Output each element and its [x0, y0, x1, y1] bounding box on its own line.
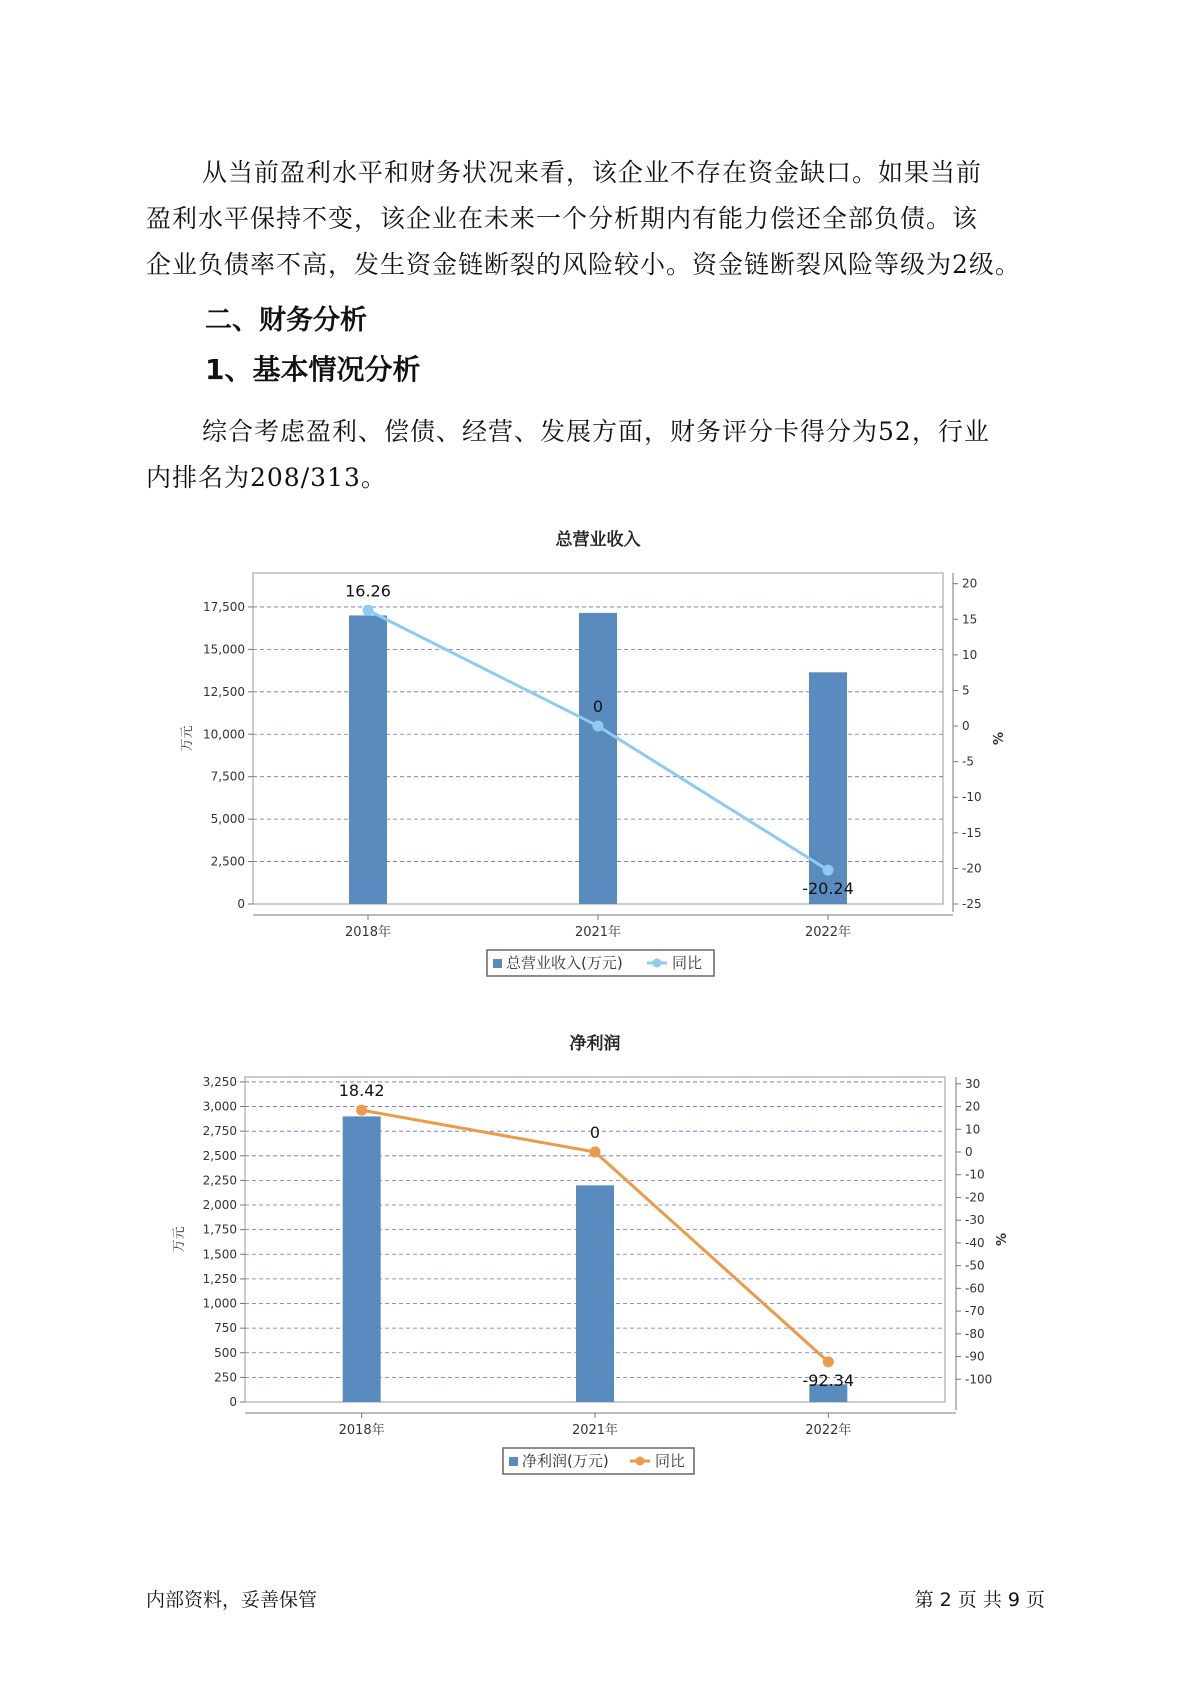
y-axis-title: 万元: [172, 1226, 187, 1253]
y2-tick-label: -90: [965, 1349, 985, 1364]
data-label: -20.24: [802, 879, 854, 899]
chart-title: 净利润: [569, 1034, 621, 1054]
y2-tick-label: 20: [965, 1099, 981, 1114]
y2-axis-title: %: [992, 731, 1007, 746]
y2-tick-label: 20: [962, 576, 978, 591]
y-tick-label: 15,000: [203, 642, 245, 657]
y-tick-label: 1,500: [202, 1247, 237, 1262]
y2-tick-label: -50: [965, 1258, 985, 1273]
y2-axis-title: %: [995, 1232, 1010, 1247]
y-tick-label: 3,250: [202, 1074, 237, 1089]
paragraph-line: 综合考虑盈利、偿债、经营、发展方面，财务评分卡得分为52，行业: [202, 417, 990, 446]
y2-tick-label: -5: [962, 754, 974, 769]
y2-tick-label: -70: [965, 1304, 985, 1319]
x-tick-label: 2021年: [574, 925, 622, 940]
y2-tick-label: -40: [965, 1235, 985, 1250]
y-tick-label: 2,000: [202, 1198, 237, 1213]
data-label: 0: [592, 697, 604, 717]
data-label: 16.26: [345, 581, 391, 601]
x-tick-label: 2018年: [338, 1423, 385, 1438]
y-tick-label: 500: [214, 1345, 237, 1360]
bar: [343, 1116, 381, 1402]
paragraph-line: 内排名为208/313。: [146, 463, 387, 492]
data-label: 18.42: [338, 1081, 385, 1101]
y-tick-label: 2,500: [210, 854, 245, 869]
y-tick-label: 12,500: [203, 684, 245, 699]
y-tick-label: 0: [237, 897, 245, 911]
yoy-point: [356, 1105, 367, 1116]
y2-tick-label: -15: [962, 825, 982, 840]
y2-tick-label: -60: [965, 1281, 985, 1296]
y2-tick-label: 5: [962, 683, 970, 698]
paragraph-line: 盈利水平保持不变，该企业在未来一个分析期内有能力偿还全部负债。该: [146, 204, 979, 233]
y-tick-label: 250: [214, 1370, 237, 1385]
legend-bar-label: 净利润(万元): [522, 1452, 609, 1470]
y-tick-label: 3,000: [202, 1099, 237, 1114]
legend-line-marker: [636, 1457, 645, 1466]
y-tick-label: 1,250: [202, 1271, 237, 1286]
y2-tick-label: 30: [965, 1076, 981, 1091]
y-tick-label: 2,500: [202, 1148, 237, 1163]
y2-tick-label: 0: [962, 719, 970, 734]
x-tick-label: 2022年: [805, 1423, 852, 1438]
yoy-point: [823, 1356, 834, 1367]
subsection-heading: 1、基本情况分析: [205, 353, 421, 386]
y2-tick-label: -100: [965, 1372, 993, 1387]
legend-bar-label: 总营业收入(万元): [506, 954, 623, 972]
y-tick-label: 5,000: [210, 812, 245, 827]
y2-tick-label: 10: [965, 1122, 981, 1137]
x-tick-label: 2021年: [571, 1423, 619, 1438]
yoy-point: [590, 1147, 601, 1158]
y-tick-label: 7,500: [210, 769, 245, 784]
footer-page-number: 第 2 页 共 9 页: [914, 1589, 1045, 1611]
chart-title: 总营业收入: [555, 530, 641, 550]
data-label: -92.34: [802, 1370, 855, 1390]
y2-tick-label: -20: [962, 861, 982, 876]
y-tick-label: 1,000: [202, 1296, 237, 1311]
y2-tick-label: 10: [962, 647, 978, 662]
x-tick-label: 2022年: [804, 925, 852, 940]
y-tick-label: 2,250: [202, 1173, 237, 1188]
section-heading: 二、财务分析: [205, 305, 367, 336]
y2-tick-label: -80: [965, 1326, 985, 1341]
bar: [576, 1185, 614, 1402]
y2-tick-label: -30: [965, 1213, 985, 1228]
legend-bar-swatch: [509, 1457, 518, 1466]
y2-tick-label: -10: [965, 1167, 985, 1182]
y2-tick-label: -20: [965, 1190, 985, 1205]
y2-tick-label: -25: [962, 897, 982, 911]
footer-confidential: 内部资料，妥善保管: [146, 1589, 318, 1611]
y-tick-label: 17,500: [203, 599, 245, 614]
paragraph-line: 企业负债率不高，发生资金链断裂的风险较小。资金链断裂风险等级为2级。: [146, 250, 1021, 279]
paragraph-line: 从当前盈利水平和财务状况来看，该企业不存在资金缺口。如果当前: [202, 158, 983, 187]
y2-tick-label: 0: [965, 1145, 973, 1159]
y2-tick-label: 15: [962, 612, 978, 627]
data-label: 0: [589, 1123, 601, 1142]
y-tick-label: 1,750: [202, 1222, 237, 1237]
x-tick-label: 2018年: [344, 925, 392, 940]
y2-tick-label: -10: [962, 790, 982, 805]
y-tick-label: 10,000: [203, 727, 245, 742]
legend-line-label: 同比: [655, 1452, 686, 1470]
y-tick-label: 2,750: [202, 1124, 237, 1139]
y-tick-label: 0: [229, 1395, 237, 1409]
y-axis-title: 万元: [180, 725, 195, 752]
y-tick-label: 750: [214, 1321, 237, 1336]
legend-line-label: 同比: [672, 954, 703, 972]
